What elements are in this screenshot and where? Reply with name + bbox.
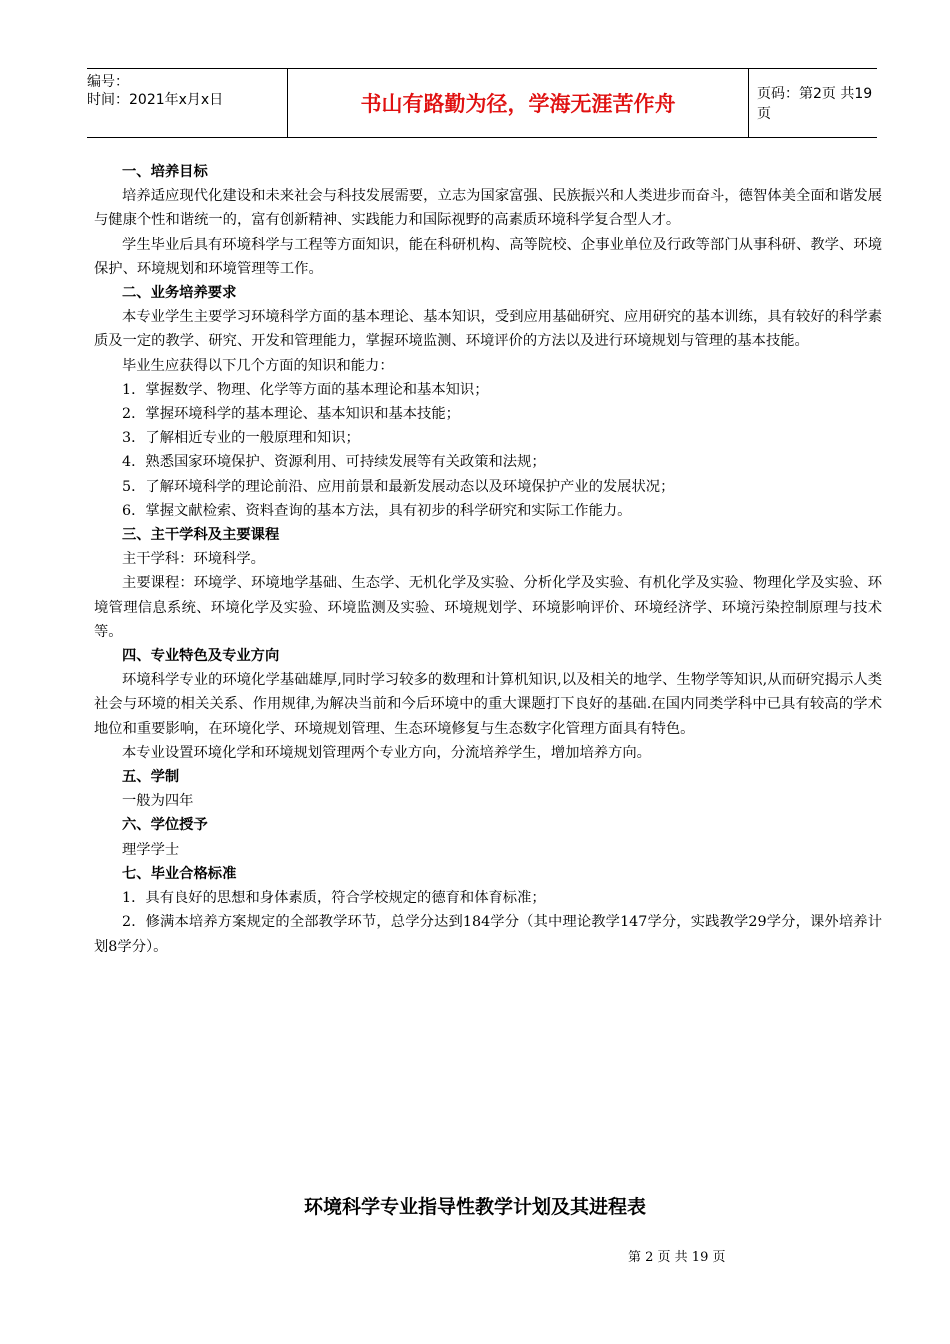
document-body	[94, 160, 882, 959]
section-title-degree: 六、学位授予	[122, 817, 208, 834]
section-title-features: 四、专业特色及专业方向	[122, 648, 280, 665]
header-motto: 书山有路勤为径，学海无涯苦作舟	[287, 69, 749, 137]
document-title: 环境科学专业指导性教学计划及其进程表	[303, 1196, 646, 1218]
list-item: 2．掌握环境科学的基本理论、基本知识和基本技能；	[122, 406, 460, 423]
header-meta	[87, 69, 287, 137]
list-item: 5．了解环境科学的理论前沿、应用前景和最新发展动态以及环境保护产业的发展状况；	[122, 478, 675, 495]
section-title-graduation: 七、毕业合格标准	[122, 865, 237, 882]
paragraph: 本专业设置环境化学和环境规划管理两个专业方向，分流培养学生，增加培养方向。	[122, 744, 651, 761]
paragraph: 培养适应现代化建设和未来社会与科技发展需要，立志为国家富强、民族振兴和人类进步而奋斗，德智体美全面和谐发展与健康个性和谐统一的，富有创新精神、实践能力和国际视野的高素质环境科学复合型人才。	[94, 188, 882, 229]
section-title-goals: 一、培养目标	[122, 164, 208, 180]
list-item: 6．掌握文献检索、资料查询的基本方法，具有初步的科学研究和实际工作能力。	[122, 502, 632, 519]
paragraph: 毕业生应获得以下几个方面的知识和能力：	[122, 357, 394, 374]
header-page-info: 页码：第2页 共19页	[757, 86, 873, 122]
paragraph: 环境科学专业的环境化学基础雄厚,同时学习较多的数理和计算机知识,以及相关的地学、生物学等知识,从而研究揭示人类社会与环境的相关关系、作用规律,为解决当前和今后环境中的重大课题打下良好的基础.在国内同类学科中已具有较高的学术地位和重要影响，在环境化学、环境规划管理、生态环境修复与生态数字化管理方面具有特色。	[94, 672, 882, 737]
page-footer: 第 2 页 共 19 页	[628, 1250, 726, 1265]
paragraph: 主要课程：环境学、环境地学基础、生态学、无机化学及实验、分析化学及实验、有机化学及实验、物理化学及实验、环境管理信息系统、环境化学及实验、环境监测及实验、环境规划学、环境影响评价、环境经济学、环境污染控制原理与技术等。	[94, 575, 882, 640]
header-time: 时间：2021年x月x日	[87, 92, 224, 108]
list-item: 2．修满本培养方案规定的全部教学环节，总学分达到184学分（其中理论教学147学分，实践教学29学分，课外培养计划8学分）。	[94, 914, 882, 955]
paragraph: 学生毕业后具有环境科学与工程等方面知识，能在科研机构、高等院校、企事业单位及行政等部门从事科研、教学、环境保护、环境规划和环境管理等工作。	[94, 236, 882, 277]
section-title-requirements: 二、业务培养要求	[122, 285, 237, 302]
list-item: 3．了解相近专业的一般原理和知识；	[122, 430, 360, 447]
page-header	[87, 68, 877, 138]
paragraph: 理学学士	[122, 841, 180, 858]
list-item: 1．掌握数学、物理、化学等方面的基本理论和基本知识；	[122, 381, 489, 398]
paragraph: 本专业学生主要学习环境科学方面的基本理论、基本知识，受到应用基础研究、应用研究的基本训练，具有较好的科学素质及一定的教学、研究、开发和管理能力，掌握环境监测、环境评价的方法以及进行环境规划与管理的基本技能。	[94, 309, 882, 350]
paragraph: 一般为四年	[122, 793, 194, 810]
list-item: 1．具有良好的思想和身体素质，符合学校规定的德育和体育标准；	[122, 890, 546, 907]
list-item: 4．熟悉国家环境保护、资源利用、可持续发展等有关政策和法规；	[122, 454, 546, 471]
section-title-duration: 五、学制	[122, 769, 180, 786]
header-number: 编号：	[87, 74, 129, 90]
section-title-courses: 三、主干学科及主要课程	[122, 527, 280, 544]
paragraph: 主干学科：环境科学。	[122, 551, 265, 568]
